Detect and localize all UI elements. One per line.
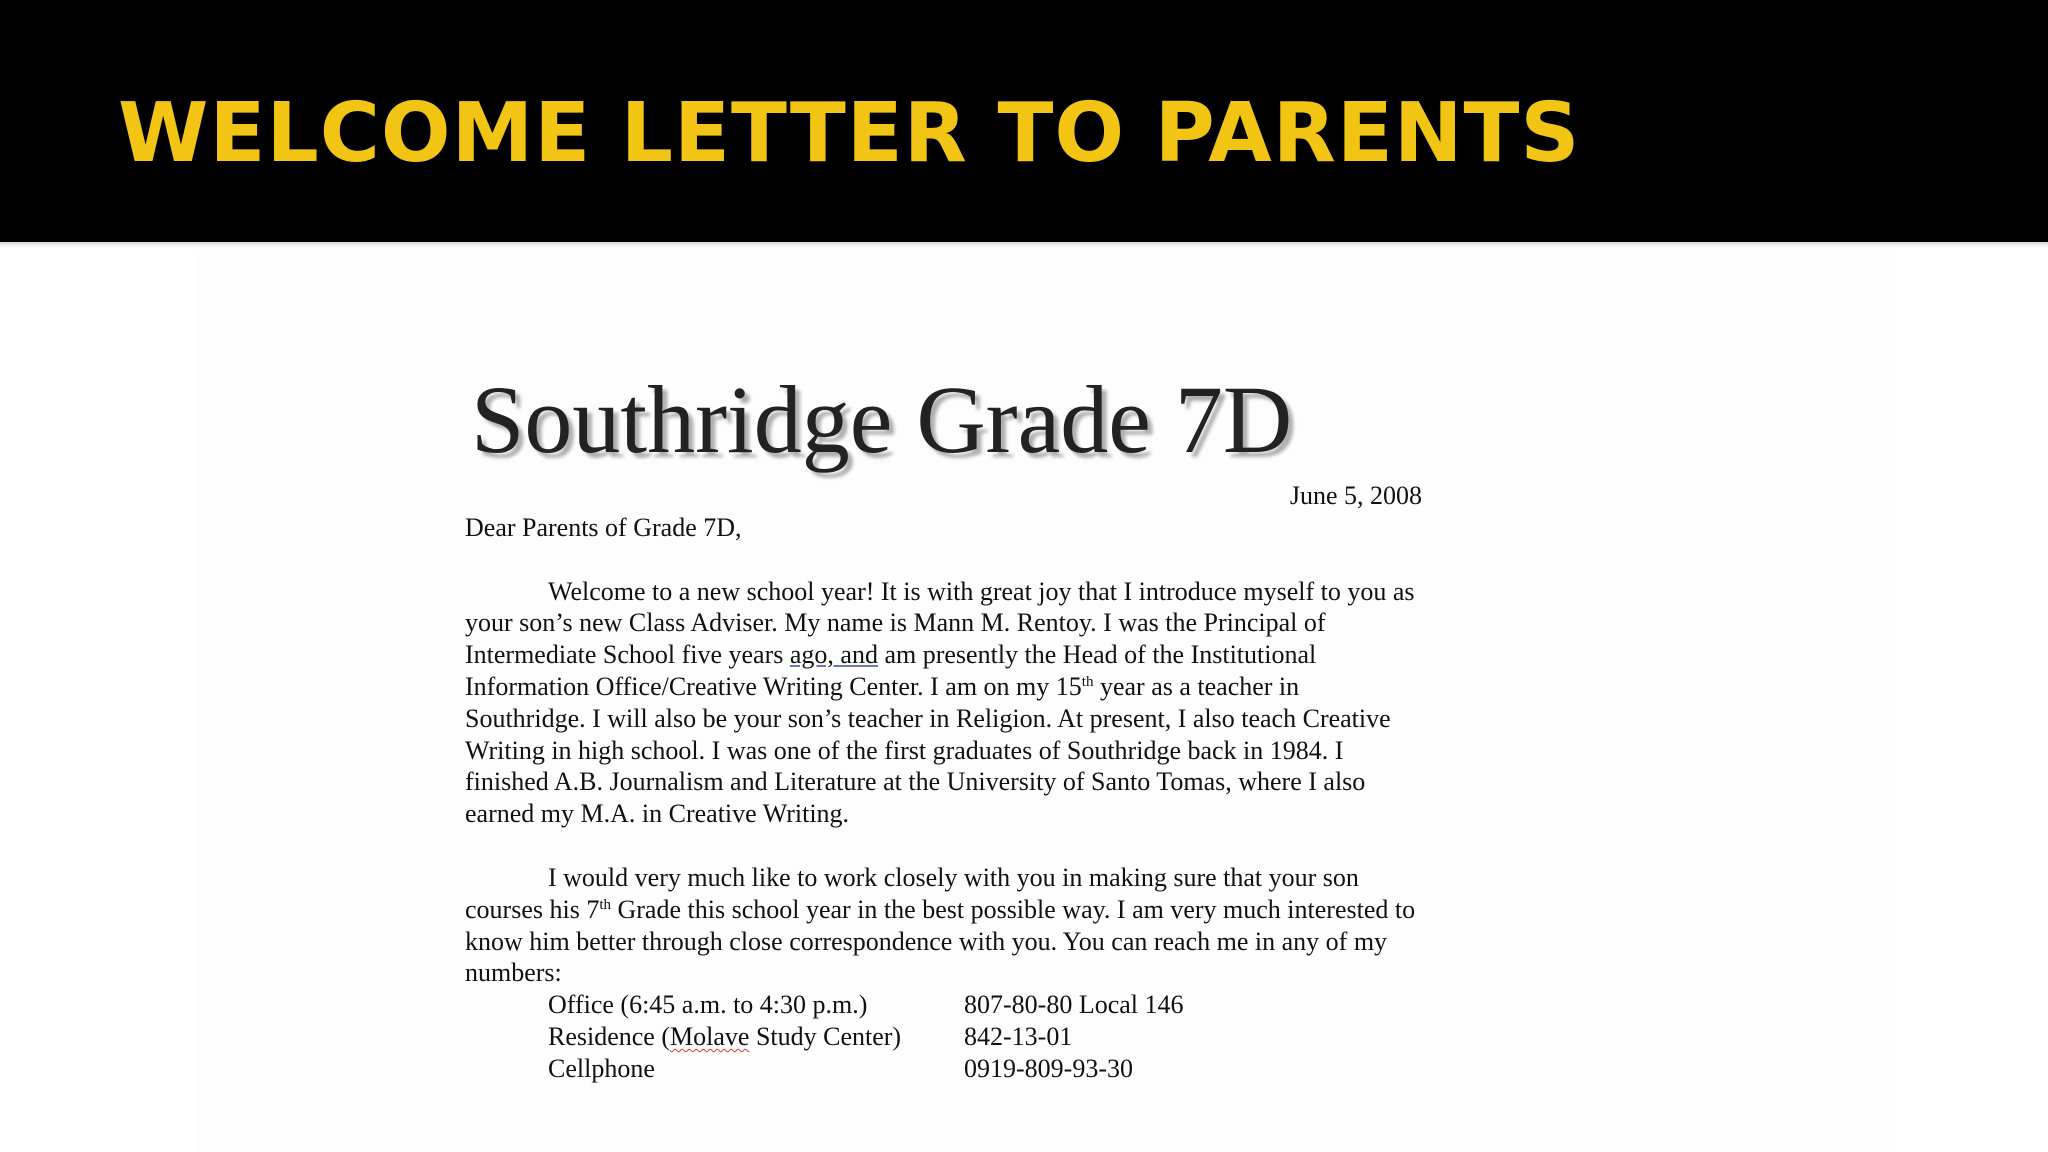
letter-date: June 5, 2008 (1289, 481, 1422, 510)
contact-row-cellphone (548, 1053, 1425, 1085)
contact-label-text: Residence ( (548, 1021, 671, 1051)
contact-label-text: Study Center) (749, 1021, 902, 1051)
paragraph-gap (465, 544, 1425, 576)
ordinal-superscript: th (599, 896, 611, 913)
contact-number: 842-13-01 (964, 1021, 1073, 1051)
contact-number: 807-80-80 Local 146 (964, 990, 1184, 1020)
letterhead: Southridge Grade 7D (471, 366, 1293, 473)
contact-row-office (548, 989, 1425, 1021)
contact-row-residence (548, 1021, 1425, 1053)
contact-list (465, 989, 1425, 1084)
paragraph-text: Grade this school year in the best possible way. I am very much interested to know him better through close correspondence with you. You can reach me in any of my numbers: (465, 894, 1416, 988)
ordinal-superscript: th (1081, 673, 1094, 690)
welcome-letter (465, 360, 1425, 1085)
contact-number: 0919-809-93-30 (964, 1053, 1133, 1083)
paragraph-text: I would very much like to work closely with you in making sure that your son courses his 7 (465, 862, 1359, 924)
contact-label: Cellphone (548, 1053, 655, 1083)
paragraph-gap (465, 830, 1425, 862)
underlined-text: ago, and (789, 640, 878, 670)
slide-title: WELCOME LETTER TO PARENTS (118, 86, 1581, 181)
paragraph-introduction (465, 576, 1425, 830)
paragraph-text: am presently the Head of the Institutional Information Office/Creative Writing Center. I am on my 15 (465, 640, 1317, 701)
paragraph-contact-request (465, 862, 1425, 989)
contact-label (548, 1021, 964, 1053)
paragraph-text: year as a teacher in Southridge. I will also be your son’s teacher in Religion. At present, I also teach Creative Writing in high school. I was one of the first graduates of Southridge back in 1984. I finished A.B. Journalism and Literature at the University of Santo Tomas, where I also earned my M.A. in Creative Writing. (465, 671, 1391, 829)
contact-label: Office (6:45 a.m. to 4:30 p.m.) (548, 990, 868, 1020)
spellcheck-flagged-word: Molave (670, 1021, 750, 1051)
title-divider (0, 242, 2048, 248)
salutation: Dear Parents of Grade 7D, (465, 512, 742, 542)
paragraph-text: Welcome to a new school year! It is with great joy that I introduce myself to you as your son’s new Class Adviser. My name is Mann M. Rentoy. I was the Principal of Intermediate School five years (465, 576, 1415, 670)
